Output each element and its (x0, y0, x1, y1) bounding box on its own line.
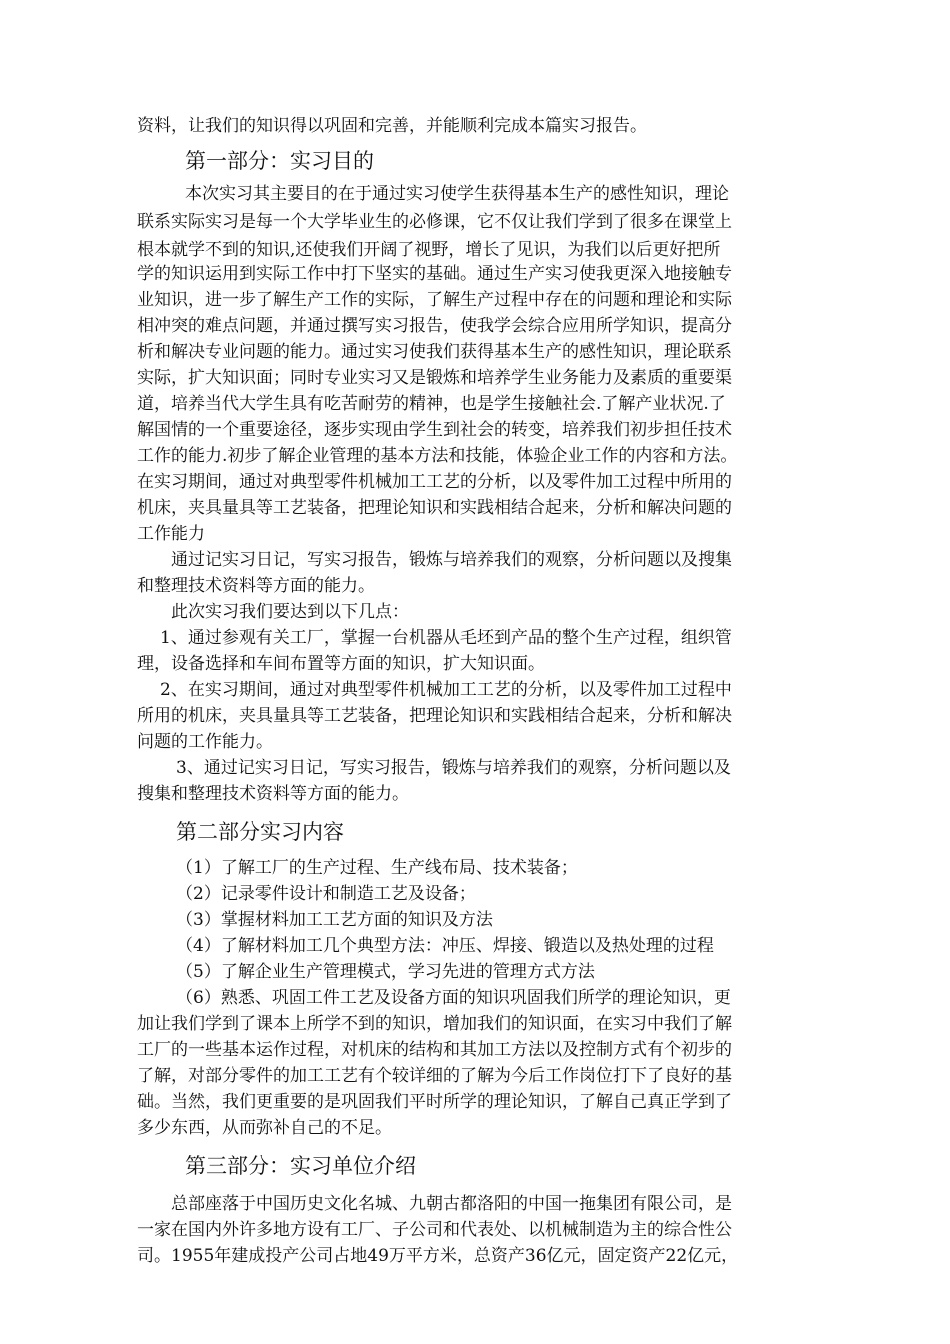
intro-tail-line: 资料，让我们的知识得以巩固和完善，并能顺利完成本篇实习报告。 (137, 116, 647, 136)
s1-p1-line: 联系实际实习是每一个大学毕业生的必修课，它不仅让我们学到了很多在课堂上 (137, 212, 732, 232)
s2-item: （3）掌握材料加工工艺方面的知识及方法 (176, 910, 493, 930)
s1-p1-line: 相冲突的难点问题，并通过撰写实习报告，使我学会综合应用所学知识，提高分 (137, 316, 732, 336)
s1-p1-line: 解国情的一个重要途径，逐步实现由学生到社会的转变，培养我们初步担任技术 (137, 420, 732, 440)
s1-p1-line: 业知识，进一步了解生产工作的实际，了解生产过程中存在的问题和理论和实际 (137, 290, 732, 310)
s1-p4-line: 理，设备选择和车间布置等方面的知识，扩大知识面。 (137, 654, 545, 674)
s3-p1-line: 总部座落于中国历史文化名城、九朝古都洛阳的中国一拖集团有限公司，是 (171, 1194, 732, 1214)
s1-p1-line: 实际，扩大知识面；同时专业实习又是锻炼和培养学生业务能力及素质的重要渠 (137, 368, 732, 388)
s2-item-line: 础。当然，我们更重要的是巩固我们平时所学的理论知识，了解自己真正学到了 (137, 1092, 732, 1112)
s2-item: （2）记录零件设计和制造工艺及设备； (176, 884, 476, 904)
s1-p2-line: 和整理技术资料等方面的能力。 (137, 576, 375, 596)
s1-p5-line: 问题的工作能力。 (137, 732, 273, 752)
s1-p1-line: 工作能力 (137, 524, 205, 544)
s1-p1-line: 根本就学不到的知识,还使我们开阔了视野，增长了见识，为我们以后更好把所 (137, 240, 721, 260)
s2-item: （6）熟悉、巩固工件工艺及设备方面的知识巩固我们所学的理论知识，更 (176, 988, 731, 1008)
s1-p1-line: 道，培养当代大学生具有吃苦耐劳的精神，也是学生接触社会.了解产业状况.了 (137, 394, 726, 414)
s2-item-line: 加让我们学到了课本上所学不到的知识，增加我们的知识面，在实习中我们了解 (137, 1014, 732, 1034)
s1-p1-line: 学的知识运用到实际工作中打下坚实的基础。通过生产实习使我更深入地接触专 (137, 264, 732, 284)
s1-p3-line: 此次实习我们要达到以下几点： (171, 602, 409, 622)
s2-item: （4）了解材料加工几个典型方法：冲压、焊接、锻造以及热处理的过程 (176, 936, 714, 956)
s2-item-line: 了解，对部分零件的加工工艺有个较详细的了解为今后工作岗位打下了良好的基 (137, 1066, 732, 1086)
s1-p1-line: 析和解决专业问题的能力。通过实习使我们获得基本生产的感性知识，理论联系 (137, 342, 732, 362)
s1-p4-line: 1、通过参观有关工厂，掌握一台机器从毛坯到产品的整个生产过程，组织管 (160, 628, 732, 648)
s3-p1-line: 一家在国内外许多地方设有工厂、子公司和代表处、以机械制造为主的综合性公 (137, 1220, 732, 1240)
s1-p5-line: 2、在实习期间，通过对典型零件机械加工工艺的分析，以及零件加工过程中 (160, 680, 732, 700)
s1-p6-line: 3、通过记实习日记，写实习报告，锻炼与培养我们的观察，分析问题以及 (176, 758, 731, 778)
s1-p1-line: 工作的能力.初步了解企业管理的基本方法和技能，体验企业工作的内容和方法。 (137, 446, 738, 466)
s1-p1-line: 在实习期间，通过对典型零件机械加工工艺的分析，以及零件加工过程中所用的 (137, 472, 732, 492)
s2-item-line: 多少东西，从而弥补自己的不足。 (137, 1118, 392, 1138)
s3-p1-line: 司。1955年建成投产公司占地49万平方米，总资产36亿元，固定资产22亿元， (137, 1246, 739, 1266)
s1-p1-line: 本次实习其主要目的在于通过实习使学生获得基本生产的感性知识，理论 (185, 184, 729, 204)
s2-item-line: 工厂的一些基本运作过程，对机床的结构和其加工方法以及控制方式有个初步的 (137, 1040, 732, 1060)
section-3-heading: 第三部分：实习单位介绍 (185, 1154, 416, 1178)
s2-item: （5）了解企业生产管理模式，学习先进的管理方式方法 (176, 962, 595, 982)
section-1-heading: 第一部分：实习目的 (185, 149, 374, 173)
section-2-heading: 第二部分实习内容 (176, 820, 344, 844)
s1-p1-line: 机床，夹具量具等工艺装备，把理论知识和实践相结合起来，分析和解决问题的 (137, 498, 732, 518)
s2-item: （1）了解工厂的生产过程、生产线布局、技术装备； (176, 858, 578, 878)
s1-p5-line: 所用的机床，夹具量具等工艺装备，把理论知识和实践相结合起来，分析和解决 (137, 706, 732, 726)
s1-p6-line: 搜集和整理技术资料等方面的能力。 (137, 784, 409, 804)
s1-p2-line: 通过记实习日记，写实习报告，锻炼与培养我们的观察，分析问题以及搜集 (171, 550, 732, 570)
